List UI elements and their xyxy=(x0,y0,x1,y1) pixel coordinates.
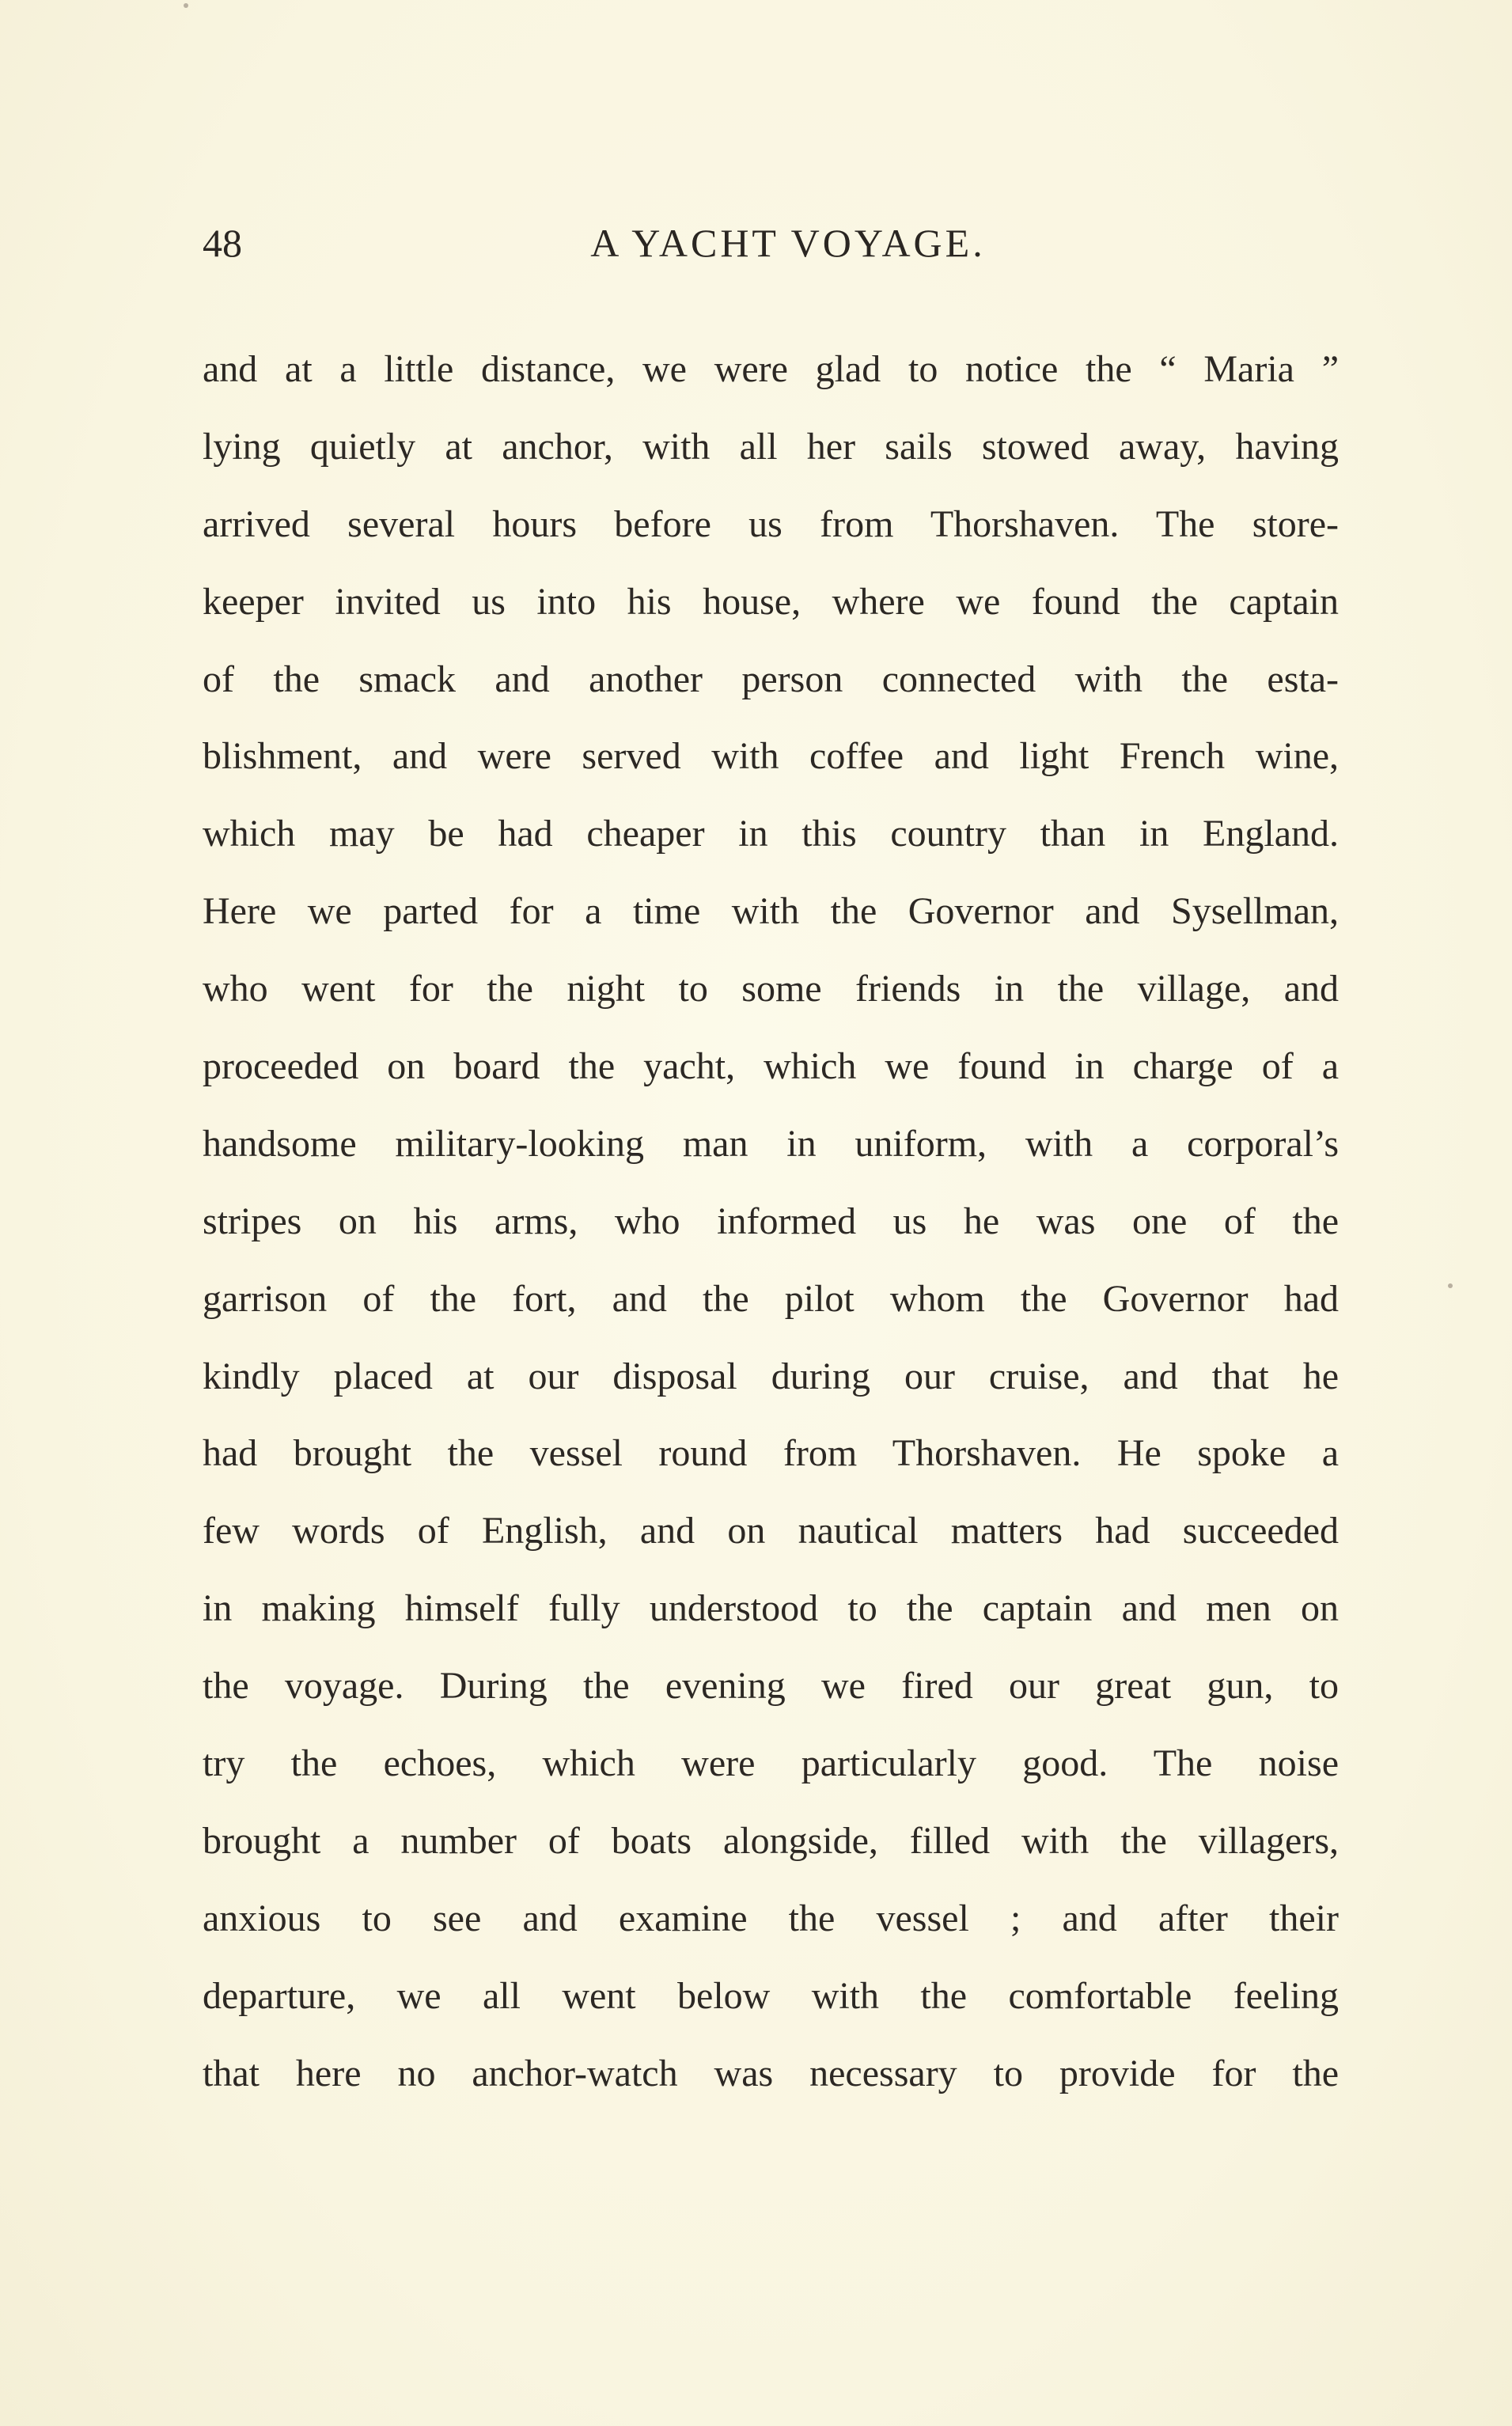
text-line: keeper invited us into his house, where we found the captain xyxy=(203,580,1339,623)
text-line: that here no anchor-watch was necessary to provide for the xyxy=(203,2052,1339,2094)
text-line: had brought the vessel round from Thorshaven. He spoke a xyxy=(203,1432,1339,1475)
text-line: few words of English, and on nautical matters had succeeded xyxy=(203,1510,1339,1552)
text-line: in making himself fully understood to the captain and men on xyxy=(203,1587,1339,1630)
text-line: brought a number of boats alongside, filled with the villagers, xyxy=(203,1819,1339,1862)
text-line: the voyage. During the evening we fired our great gun, to xyxy=(203,1665,1339,1708)
text-line: which may be had cheaper in this country than in England. xyxy=(203,813,1339,855)
text-line: Here we parted for a time with the Governor and Sysellman, xyxy=(203,890,1339,933)
text-line: garrison of the fort, and the pilot whom the Governor had xyxy=(203,1277,1339,1320)
text-line: departure, we all went below with the comfortable feeling xyxy=(203,1974,1339,2017)
text-line: anxious to see and examine the vessel ; and after their xyxy=(203,1897,1339,1939)
text-line: proceeded on board the yacht, which we found in charge of a xyxy=(203,1045,1339,1088)
text-line: arrived several hours before us from Thorshaven. The store- xyxy=(203,502,1339,545)
text-line: try the echoes, which were particularly good. The noise xyxy=(203,1742,1339,1785)
text-line: of the smack and another person connected with the esta- xyxy=(203,658,1339,700)
text-line: blishment, and were served with coffee and light French wine, xyxy=(203,735,1339,778)
text-line: who went for the night to some friends in the village, and xyxy=(203,968,1339,1010)
body-text xyxy=(203,331,1339,2112)
paper-speck xyxy=(1448,1283,1453,1288)
page-number: 48 xyxy=(203,221,242,265)
text-line: lying quietly at anchor, with all her sails stowed away, having xyxy=(203,425,1339,468)
paper-speck xyxy=(184,3,188,8)
text-line: handsome military-looking man in uniform, with a corporal’s xyxy=(203,1122,1339,1165)
text-line: stripes on his arms, who informed us he was one of the xyxy=(203,1200,1339,1242)
running-title: A YACHT VOYAGE. xyxy=(590,221,986,265)
text-line: kindly placed at our disposal during our cruise, and that he xyxy=(203,1355,1339,1397)
text-line: and at a little distance, we were glad to notice the “ Maria ” xyxy=(203,348,1339,390)
page-header xyxy=(203,215,1342,271)
